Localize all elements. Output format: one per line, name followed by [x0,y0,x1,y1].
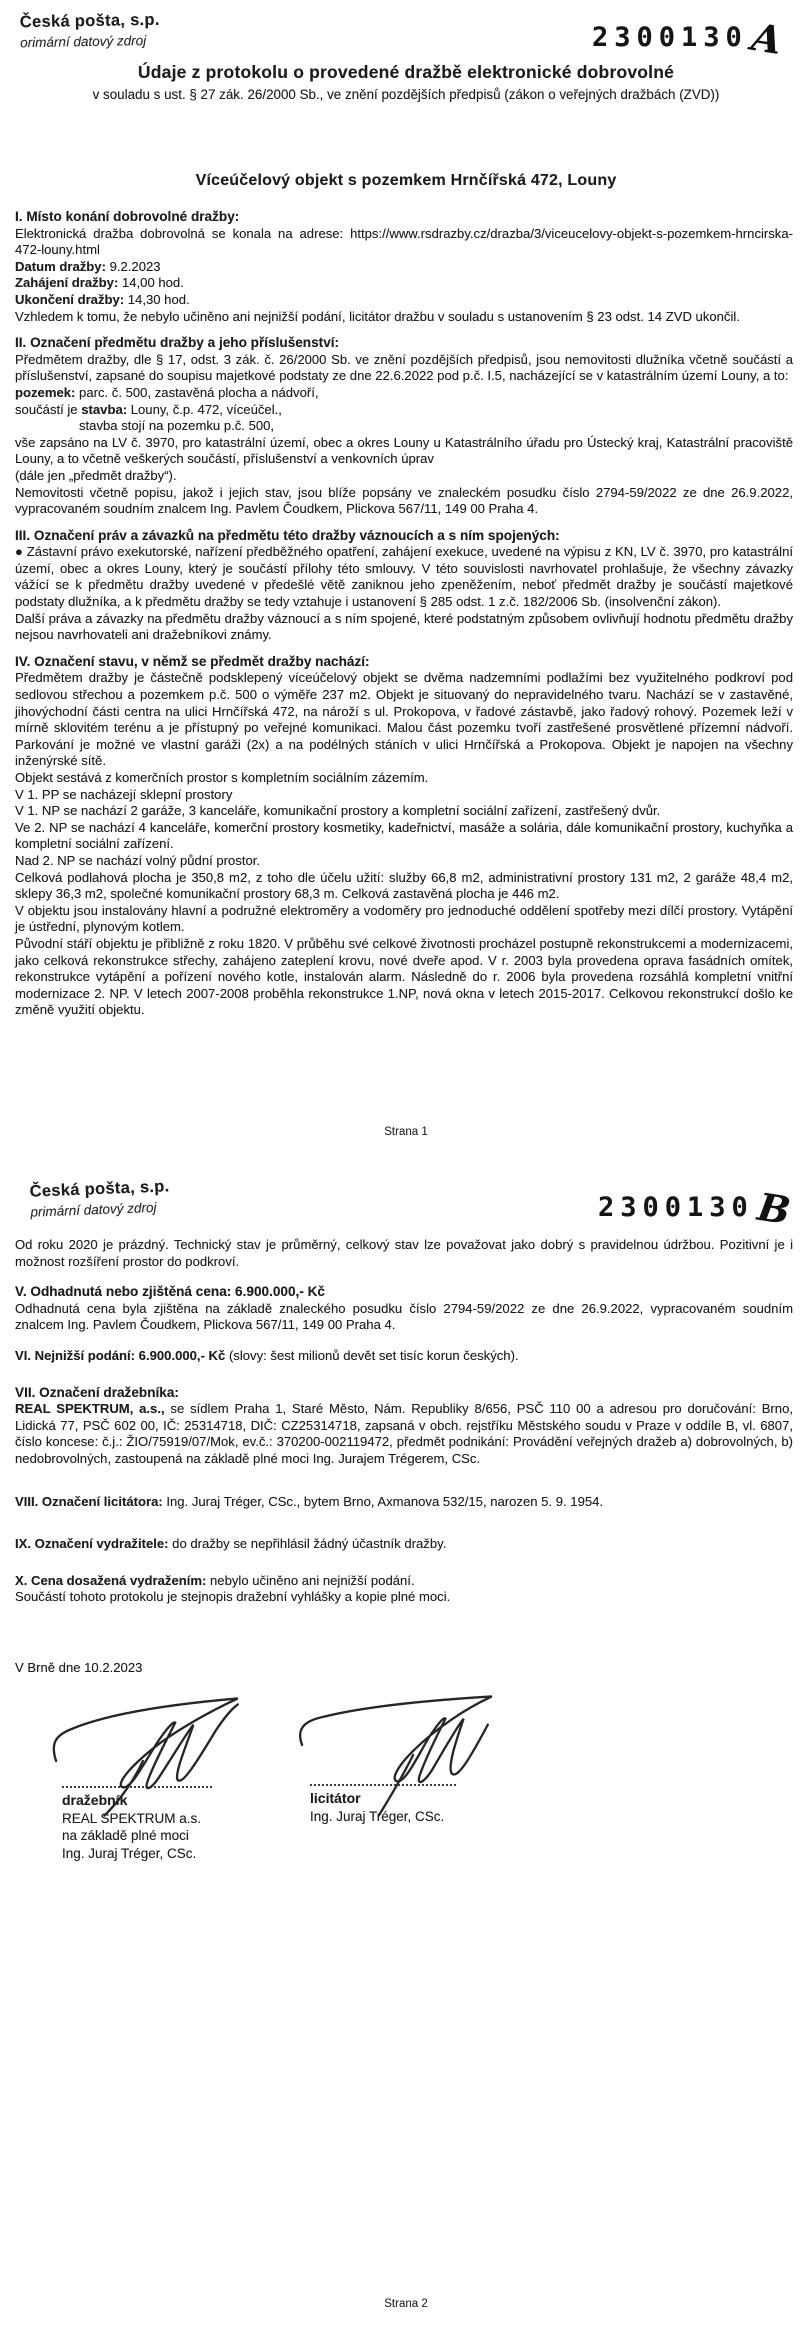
org-name: Česká pošta, s.p. [29,1177,170,1201]
winner-row [15,1536,793,1553]
auctioneer-signature-block [62,1786,292,1862]
attachments-paragraph: Součástí tohoto protokolu je stejnopis dražební vyhlášky a kopie plné moci. [15,1589,451,1605]
liens-paragraph: ● Zástavní právo exekutorské, nařízení předběžného opatření, zahájení exekuce, uvedené na výpisu z KN, LV č. 3970, pro katastrální území, obec a okres Louny, který je součástí přílohy této smlouvy. V této souvislosti navrhovatel prohlašuje, že všechny závazky vážící se k předmětu dražby uvedené v předešlé větě zaniknou jeho zpeněžením, neboť předmět dražby je součástí majetkové podstaty dlužníka, a k předmětu dražby se tedy vztahuje i ustanovení § 285 odst. 1 z.č. 182/2006 Sb. (insolvenční zákon). [15,544,793,610]
section-iii-heading: III. Označení práv a závazků na předmětu této dražby váznoucích a s ním spojených: [15,527,560,543]
achieved-price-value: nebylo učiněno ani nejnižší podání. [206,1572,415,1588]
section-i-closing-paragraph: Vzhledem k tomu, že nebylo učiněno ani nejnižší podání, licitátor dražbu v souladu s ustanovením § 23 odst. 14 ZVD ukončil. [15,308,740,324]
page2-content [15,1237,793,1677]
premises-summary-line: Objekt sestává z komerčních prostor s kompletním sociálním zázemím. [15,770,429,785]
document-title: Údaje z protokolu o provedené dražbě elektronické dobrovolné [137,62,675,82]
page1-content [15,203,793,1019]
page1-header [20,11,161,50]
document-subtitle: v souladu s ust. § 27 zák. 26/2000 Sb., ve znění pozdějších předpisů (zákon o veřejných dražbách (ZVD)) [92,87,720,102]
signature-dotted-line [62,1786,212,1788]
attic-line: Nad 2. NP se nachází volný půdní prostor. [15,852,261,868]
parcel-label: pozemek: [15,384,76,400]
auction-start-row [15,275,793,292]
auction-start-label: Zahájení dražby: [15,275,119,291]
cadastre-paragraph: vše zapsáno na LV č. 3970, pro katastrální území, obec a okres Louny u Katastrálního úřadu pro Ústecký kraj, Katastrální pracoviště Louny, a to včetně veškerých součástí, příslušenství a venkovních úprav [15,434,793,467]
appraisal-reference-paragraph: Nemovitosti včetně popisu, jakož i jejich stav, jsou blíže popsány ve znaleckém posudku číslo 2794-59/2022 ze dne 26.9.2022, vypracovaném soudním znalcem Ing. Pavlem Čoudkem, Plickova 567/11, 149 00 Praha 4. [15,484,793,517]
page2-stamp [598,1183,794,1234]
page2-header [29,1177,170,1219]
signatory-role: licitátor [310,1790,361,1806]
section-ii-paragraph: Předmětem dražby, dle § 17, odst. 3 zák. č. 26/2000 Sb. ve znění pozdějších předpisů, jsou nemovitosti dlužníka včetně součástí a příslušenství, zapsané do soupisu majetkové podstaty ze dne 22.6.2022 pod p.č. I.5, nacházející se v katastrálním území Louny, a to: [15,351,793,384]
auction-date-value: 9.2.2023 [105,258,161,274]
building-prefix: součástí je [15,401,82,417]
achieved-price-row [15,1573,793,1590]
licitator-value: Ing. Juraj Tréger, CSc., bytem Brno, Axmanova 532/15, narozen 5. 9. 1954. [162,1493,604,1509]
signatory-name: Ing. Juraj Tréger, CSc. [62,1845,197,1861]
condition-continued-paragraph: Od roku 2020 je prázdný. Technický stav je průměrný, celkový stav lze považovat jako dobrý s pravidelnou údržbou. Pozitivní je i možnost rozšíření prostor do podkroví. [15,1237,793,1269]
building-label: stavba: [81,401,128,417]
page1-footer: Strana 1 [384,1126,428,1138]
stamp-number: 2300130 [592,22,748,53]
stamp-letter-handwritten: A [748,13,785,64]
auctioneer-paragraph [15,1401,793,1467]
page2-footer: Strana 2 [384,2298,428,2310]
section-iv-heading: IV. Označení stavu, v němž se předmět dražby nachází: [15,653,370,669]
licitator-signature-block [310,1784,540,1825]
parcel-row [15,385,793,402]
minimum-bid-words: (slovy: šest milionů devět set tisíc korun českých). [225,1347,519,1363]
auction-date-label: Datum dražby: [15,258,106,274]
org-subtitle: orimární datový zdroj [20,33,147,51]
condition-paragraph: Předmětem dražby je částečně podsklepený víceúčelový objekt se dvěma nadzemními podlažími bez využitelného podkroví pod sedlovou střechou a pozemkem p.č. 500 o výměře 237 m2. Objekt je situovaný do nepravidelného tvaru. Nachází se v zastavěné, jihovýchodní části centra na ulici Hrnčířská 472, na nároží s ul. Prokopova, v řadové zástavbě, jako řadový rohový. Pozemek leží v mírně sklovitém terénu a je přístupný po veřejné komunikaci. Malou část pozemku tvoří zastřešené prosvětlené přízemní nádvoří. Parkování je možné ve vlastní garáži (2x) a na podélných stáních v ulici Hrnčířská a Prokopova. Objekt je napojen na všechny inženýrské sítě. [15,670,793,769]
minimum-bid-row [15,1348,793,1365]
building-value: Louny, č.p. 472, víceúčel., [127,401,282,417]
floor-area-paragraph: Celková podlahová plocha je 350,8 m2, z toho dle účelu užití: služby 66,8 m2, administrativní prostory 131 m2, 2 garáže 48,4 m2, sklepy 36,3 m2, společné komunikační prostory 68,3 m. Celková zastavěná plocha je 446 m2. [15,869,793,902]
auction-date-row [15,259,793,276]
auctioneer-details: se sídlem Praha 1, Staré Město, Nám. Republiky 8/656, PSČ 110 00 a adresou pro doručování: Brno, Lidická 77, PSČ 602 00, IČ: 25314718, DIČ: CZ25314718, zapsaná v obch. rejstříku Městského soudu v Praze v oddíle B, vl. 6807, číslo koncese: č.j.: ŽIO/75919/07/Mok, ev.č.: 370200-002119472, předmět podnikání: Provádění veřejných dražeb a) dobrovolných, b) nedobrovolných, zastoupená na základě plné moci Ing. Jurajem Trégerem, CSc. [15,1401,793,1466]
building-row [15,402,793,419]
property-title: Víceúčelový objekt s pozemkem Hrnčířská 472, Louny [195,172,617,189]
auction-start-value: 14,00 hod. [118,275,184,291]
section-i-paragraph: Elektronická dražba dobrovolná se konala na adrese: https://www.rsdrazby.cz/drazba/3/viceucelovy-objekt-s-pozemkem-hrncirska-472-louny.html [15,225,793,258]
section-vii-heading: VII. Označení dražebníka: [15,1384,179,1400]
section-i-heading: I. Místo konání dobrovolné dražby: [15,209,240,224]
basement-line: V 1. PP se nacházejí sklepní prostory [15,786,233,802]
page1-stamp [592,13,785,64]
signatory-role: dražebník [62,1792,128,1808]
minimum-bid-label: VI. Nejnižší podání: 6.900.000,- Kč [15,1347,226,1363]
org-name: Česká pošta, s.p. [19,10,160,32]
signatory-authority: na základě plné moci [62,1828,189,1843]
place-and-date-line: V Brně dne 10.2.2023 [15,1659,143,1675]
first-floor-line: V 1. NP se nachází 2 garáže, 3 kanceláře, komunikační prostory a kompletní sociální zařízení, zastřešený dvůr. [15,803,661,819]
estimated-price-paragraph: Odhadnutá cena byla zjištěna na základě znaleckého posudku číslo 2794-59/2022 ze dne 26.9.2022, vypracovaném soudním znalcem Ing. Pavlem Čoudkem, Plickova 567/11, 149 00 Praha 4. [15,1300,793,1333]
section-v-heading: V. Odhadnutá nebo zjištěná cena: 6.900.000,- Kč [15,1284,325,1300]
section-ii-heading: II. Označení předmětu dražby a jeho příslušenství: [15,335,340,351]
auction-end-value: 14,30 hod. [124,291,190,307]
signatory-company: REAL SPEKTRUM a.s. [62,1810,202,1826]
signatory-name: Ing. Juraj Tréger, CSc. [310,1808,445,1824]
history-paragraph: Původní stáří objektu je přibližně z roku 1820. V průběhu své celkové životnosti procházel postupně rekonstrukcemi a modernizacemi, jako celková rekonstrukce střechy, zahájeno zateplení krovu, nové dveře apod. V r. 2003 byla provedena oprava fasádních omítek, rekonstrukce vytápění a pořízení nového kotle, instalován alarm. Následně do r. 2006 byla provedena rozsáhlá kompletní vnitřní modernizace 2. NP. V letech 2007-2008 proběhla rekonstrukce 1.NP, nová okna v letech 2015-2017. Celkovou rekonstrukcí došlo ke změně využití objektu. [15,935,793,1018]
stamp-letter-handwritten: B [754,1183,794,1234]
winner-label: IX. Označení vydražitele: [15,1536,169,1552]
signature-dotted-line [310,1784,456,1786]
licitator-row [15,1494,793,1511]
document-title-block [0,62,812,102]
licitator-label: VIII. Označení licitátora: [15,1493,163,1509]
achieved-price-label: X. Cena dosažená vydražením: [15,1572,207,1588]
definition-line: (dále jen „předmět dražby“). [15,467,177,483]
parcel-value: parc. č. 500, zastavěná plocha a nádvoří, [75,384,319,400]
utilities-paragraph: V objektu jsou instalovány hlavní a podružné elektroměry a vodoměry pro jednoduché oddělení spotřeby mezi dílčí prostory. Vytápění je ústřední, plynovým kotlem. [15,902,793,935]
auctioneer-company-name: REAL SPEKTRUM, a.s., [15,1401,165,1417]
second-floor-paragraph: Ve 2. NP se nachází 4 kanceláře, komerční prostory kosmetiky, kadeřnictví, masáže a solária, dále komunikační prostory, kuchyňka a kompletní sociální zařízení. [15,819,793,852]
other-rights-paragraph: Další práva a závazky na předmětu dražby váznoucí a s ním spojené, které podstatným způsobem ovlivňují hodnotu předmětu dražby nejsou navrhovateli ani dražebníkovi známy. [15,610,793,643]
winner-value: do dražby se nepřihlásil žádný účastník dražby. [168,1536,447,1552]
stamp-number: 2300130 [598,1192,754,1223]
auction-end-row [15,292,793,309]
org-subtitle: primární datový zdroj [30,1199,157,1220]
auction-end-label: Ukončení dražby: [15,291,125,307]
building-note: stavba stojí na pozemku p.č. 500, [79,418,275,434]
